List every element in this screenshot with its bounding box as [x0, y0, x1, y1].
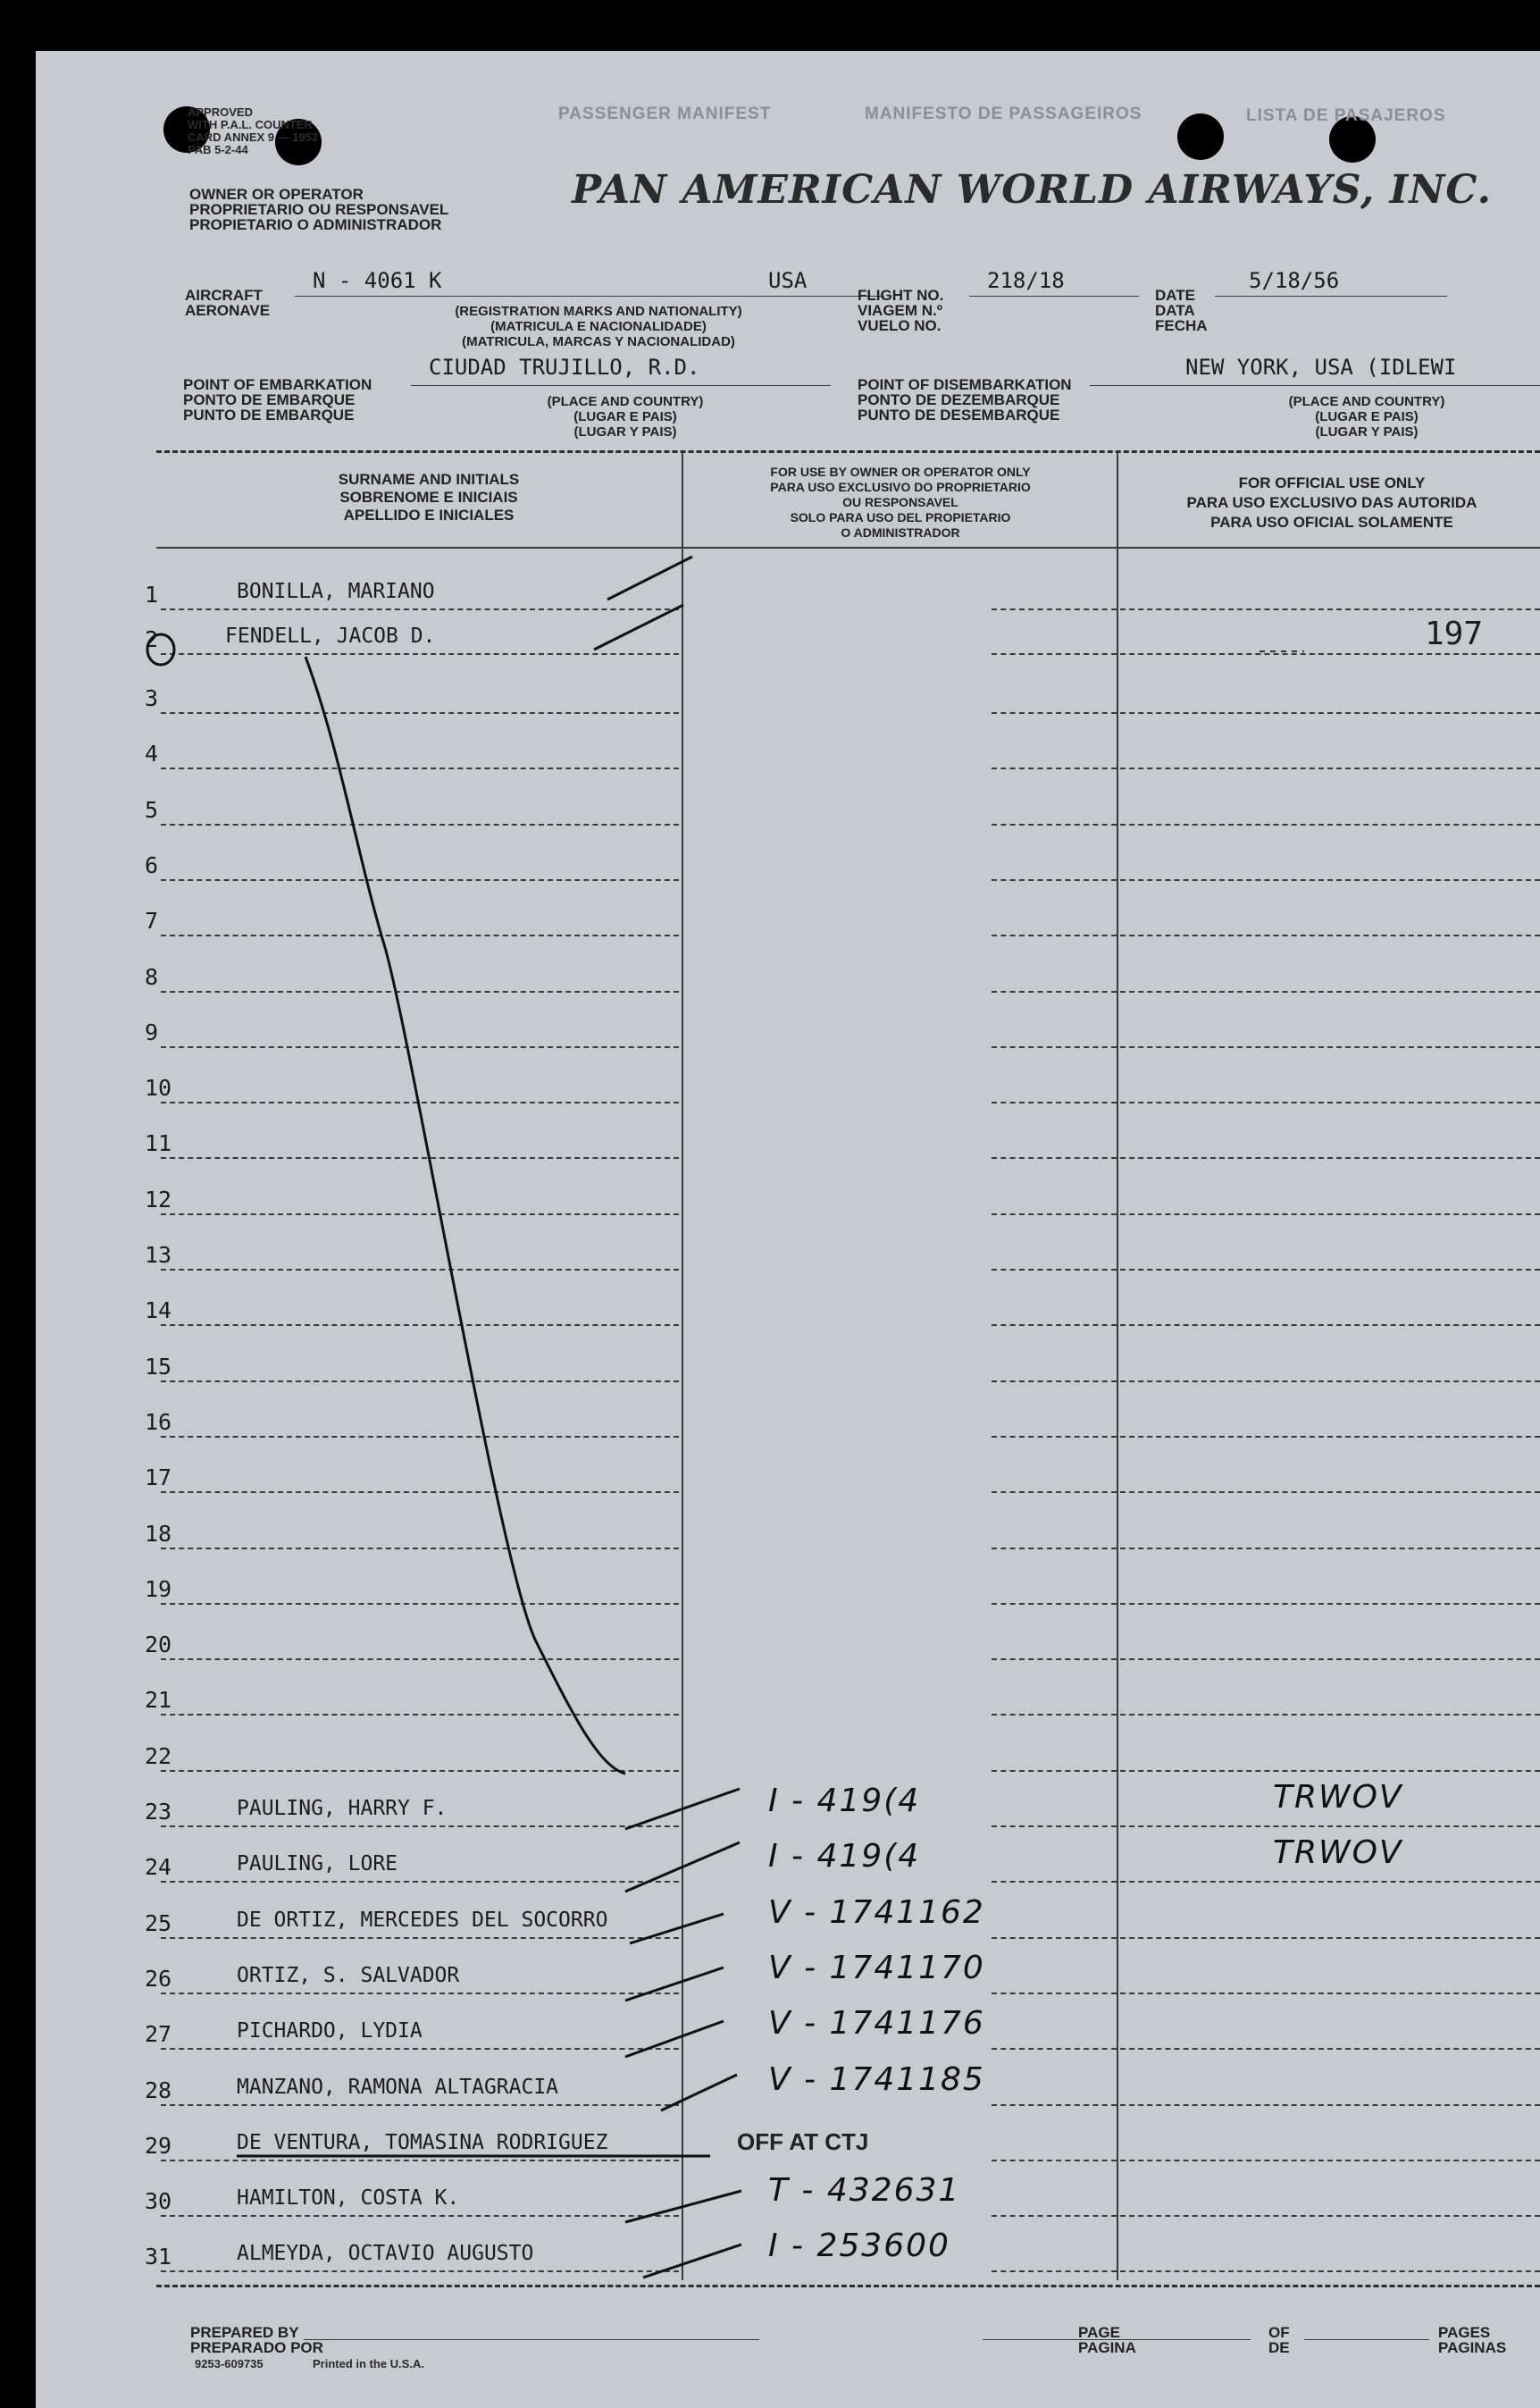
approval-line: PAB 5-2-44 [188, 143, 248, 156]
row-number: 20 [145, 1632, 172, 1658]
row-number: 8 [145, 963, 159, 990]
label-line: PAGES [1438, 2324, 1491, 2341]
passenger-name: DE VENTURA, TOMASINA RODRIGUEZ [237, 2130, 608, 2154]
row-number: 29 [145, 2132, 172, 2159]
row-number: 15 [145, 1353, 172, 1380]
owner-use-entry: OFF AT CTJ [737, 2127, 869, 2155]
owner-value: PAN AMERICAN WORLD AIRWAYS, INC. [572, 167, 1492, 213]
caption-line: (LUGAR E PAIS) [1315, 409, 1419, 424]
page-label [1078, 2325, 1136, 2355]
label-line: PREPARED BY [190, 2324, 299, 2341]
label-line: PAGINA [1078, 2339, 1136, 2356]
row-number: 24 [145, 1854, 172, 1881]
header-line: SOLO PARA USO DEL PROPIETARIO [790, 510, 1011, 524]
check-mark [594, 605, 683, 650]
row-number: 19 [145, 1575, 172, 1602]
row-number: 6 [145, 852, 159, 878]
row-number: 22 [145, 1742, 172, 1769]
row-number: 13 [145, 1242, 172, 1268]
row-number: 4 [145, 741, 159, 768]
caption-line: (PLACE AND COUNTRY) [1288, 394, 1445, 409]
owner-use-entry: V - 1741176 [768, 2005, 985, 2043]
owner-use-entry: T - 432631 [768, 2172, 961, 2210]
passenger-name: FENDELL, JACOB D. [225, 625, 436, 648]
row-number: 2 [145, 626, 159, 652]
row-number: 14 [145, 1297, 172, 1324]
check-mark [625, 2191, 741, 2222]
row-number: 3 [145, 685, 159, 711]
header-line: PARA USO EXCLUSIVO DAS AUTORIDA [1186, 494, 1477, 511]
label-line: AIRCRAFT [185, 287, 263, 304]
official-use-entry: 197 [1425, 616, 1484, 652]
prepared-by-label [190, 2325, 323, 2355]
caption-line: (MATRICULA E NACIONALIDADE) [490, 319, 707, 334]
label-line: FECHA [1155, 317, 1208, 334]
header-line: O ADMINISTRADOR [841, 525, 960, 540]
underline [983, 2339, 1251, 2340]
row-number: 5 [145, 796, 159, 823]
row-number: 21 [145, 1687, 172, 1714]
check-mark [630, 1914, 724, 1943]
label-line: DATA [1155, 302, 1195, 319]
table-bottom-rule [156, 2285, 1540, 2287]
manifest-sheet [36, 51, 1540, 2408]
passenger-name: ALMEYDA, OCTAVIO AUGUSTO [237, 2242, 534, 2266]
label-line: POINT OF DISEMBARKATION [858, 376, 1072, 393]
form-code: 9253-609735 [195, 2357, 264, 2370]
check-mark [661, 2075, 737, 2110]
passenger-name: ORTIZ, S. SALVADOR [237, 1963, 460, 1987]
label-line: OWNER OR OPERATOR [189, 186, 364, 203]
flight-no-value: 218/18 [987, 268, 1065, 293]
row-number: 12 [145, 1186, 172, 1212]
row-number: 23 [145, 1799, 172, 1825]
date-value: 5/18/56 [1249, 268, 1340, 293]
check-mark [625, 2021, 724, 2057]
label-line: PONTO DE EMBARQUE [183, 391, 356, 408]
owner-use-entry: I - 253600 [768, 2228, 950, 2265]
caption-line: (LUGAR Y PAIS) [1315, 424, 1419, 440]
label-line: VIAGEM N.º [858, 302, 942, 319]
row-number: 9 [145, 1019, 159, 1045]
caption-line: (REGISTRATION MARKS AND NATIONALITY) [455, 304, 742, 319]
header-line: APELLIDO E INICIALES [343, 507, 515, 524]
label-line: PROPRIETARIO OU RESPONSAVEL [189, 201, 449, 218]
row-number: 10 [145, 1075, 172, 1102]
check-mark [625, 1842, 740, 1892]
row-number: 17 [145, 1464, 172, 1491]
passenger-name: HAMILTON, COSTA K. [237, 2186, 460, 2211]
label-line: POINT OF EMBARKATION [183, 376, 372, 393]
passenger-name: PAULING, LORE [237, 1852, 398, 1876]
row-number: 16 [145, 1408, 172, 1435]
form-title-es: LISTA DE PASAJEROS [1246, 106, 1446, 125]
passenger-name: BONILLA, MARIANO [237, 580, 435, 603]
check-mark [625, 1789, 740, 1829]
passenger-name: MANZANO, RAMONA ALTAGRACIA [237, 2075, 559, 2099]
approval-line: CARD ANNEX 9 — 1952 [188, 130, 319, 144]
label-line: OF [1268, 2324, 1290, 2341]
row-number: 7 [145, 908, 159, 935]
disembarkation-value: NEW YORK, USA (IDLEWI [1185, 355, 1457, 380]
owner-use-entry: I - 419(4 [768, 1783, 921, 1819]
row-number: 1 [145, 582, 159, 608]
row-number: 18 [145, 1520, 172, 1547]
annotation-marks [36, 51, 1540, 2408]
nationality-value: USA [768, 268, 808, 293]
of-label [1268, 2325, 1290, 2355]
check-mark [607, 557, 692, 600]
header-line: FOR USE BY OWNER OR OPERATOR ONLY [770, 465, 1031, 479]
header-line: SURNAME AND INITIALS [338, 471, 520, 488]
official-use-entry: TRWOV [1273, 1834, 1403, 1872]
caption-line: (LUGAR E PAIS) [573, 409, 677, 424]
aircraft-value: N - 4061 K [313, 268, 442, 293]
row-number: 11 [145, 1130, 172, 1157]
form-title-en: PASSENGER MANIFEST [558, 105, 772, 123]
label-line: PAGINAS [1438, 2339, 1507, 2356]
row-number: 26 [145, 1965, 172, 1992]
label-line: DE [1268, 2339, 1290, 2356]
row-number: 31 [145, 2244, 172, 2270]
header-line: OU RESPONSAVEL [842, 495, 958, 509]
passenger-name: PICHARDO, LYDIA [237, 2019, 423, 2043]
label-line: DATE [1155, 287, 1196, 304]
header-line: PARA USO EXCLUSIVO DO PROPRIETARIO [770, 480, 1031, 494]
label-line: PUNTO DE DESEMBARQUE [858, 407, 1060, 424]
official-use-entry: TRWOV [1273, 1779, 1403, 1816]
approval-line: APPROVED [188, 105, 253, 119]
owner-use-entry: V - 1741162 [768, 1893, 985, 1931]
header-line: PARA USO OFICIAL SOLAMENTE [1210, 514, 1453, 531]
caption-line: (LUGAR Y PAIS) [573, 424, 677, 440]
approval-line: WITH P.A.L. COUNTER [188, 118, 313, 131]
embarkation-value: CIUDAD TRUJILLO, R.D. [429, 355, 700, 380]
printed-note: Printed in the U.S.A. [313, 2357, 424, 2370]
label-line: PONTO DE DEZEMBARQUE [858, 391, 1060, 408]
passenger-name: PAULING, HARRY F. [237, 1797, 448, 1820]
label-line: AERONAVE [185, 302, 271, 319]
owner-use-entry: V - 1741170 [768, 1949, 985, 1986]
form-title-pt: MANIFESTO DE PASSAGEIROS [865, 105, 1142, 123]
row-2-circle [147, 634, 174, 665]
caption-line: (PLACE AND COUNTRY) [547, 394, 704, 409]
label-line: PUNTO DE EMBARQUE [183, 407, 355, 424]
row-number: 28 [145, 2077, 172, 2103]
caption-line: (MATRICULA, MARCAS Y NACIONALIDAD) [462, 334, 735, 349]
header-line: FOR OFFICIAL USE ONLY [1238, 474, 1426, 491]
header-line: SOBRENOME E INICIAIS [339, 489, 518, 506]
row-number: 30 [145, 2188, 172, 2215]
owner-use-entry: I - 419(4 [768, 1838, 921, 1875]
owner-use-entry: V - 1741185 [768, 2060, 985, 2098]
check-mark [625, 1968, 724, 2001]
label-line: FLIGHT NO. [858, 287, 944, 304]
underline [304, 2339, 759, 2340]
pages-label [1438, 2325, 1506, 2355]
row-number: 25 [145, 1909, 172, 1936]
strike-line [305, 657, 625, 1774]
check-mark [643, 2244, 741, 2278]
row-number: 27 [145, 2021, 172, 2048]
underline [1304, 2339, 1429, 2340]
label-line: PROPIETARIO O ADMINISTRADOR [189, 216, 442, 233]
label-line: PAGE [1078, 2324, 1120, 2341]
label-line: PREPARADO POR [190, 2339, 323, 2356]
label-line: VUELO NO. [858, 317, 942, 334]
passenger-name: DE ORTIZ, MERCEDES DEL SOCORRO [237, 1908, 608, 1932]
